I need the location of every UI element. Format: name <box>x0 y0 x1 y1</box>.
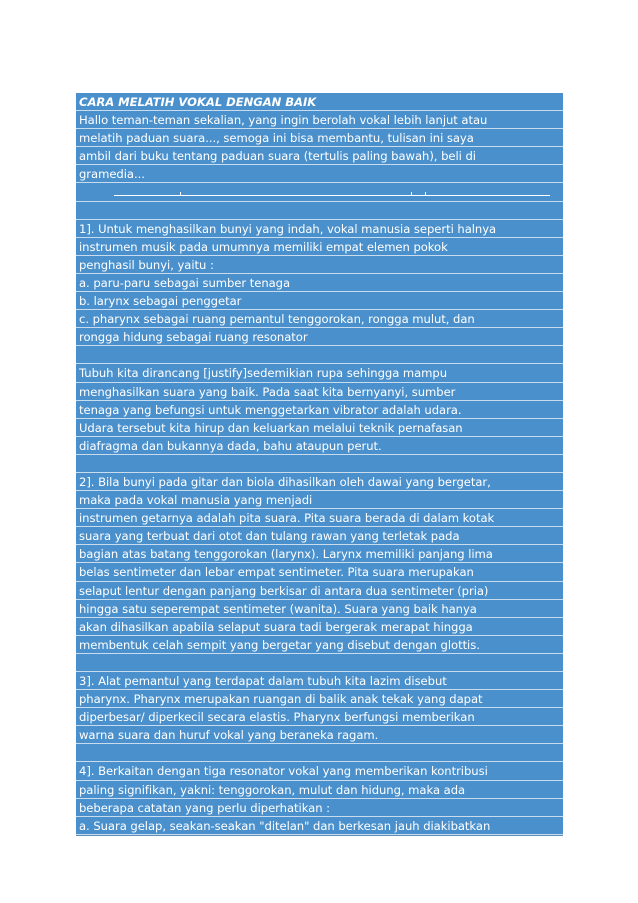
separator-rule <box>76 183 563 201</box>
text-line: bagian atas batang tenggorokan (larynx). Larynx memiliki panjang lima <box>76 545 563 563</box>
text-line: 3]. Alat pemantul yang terdapat dalam tubuh kita lazim disebut <box>76 672 563 690</box>
separator-tick <box>411 192 412 196</box>
text-line: Hallo teman-teman sekalian, yang ingin berolah vokal lebih lanjut atau <box>76 111 563 129</box>
blank-row <box>76 202 563 220</box>
text-line: membentuk celah sempit yang bergetar yang disebut dengan glottis. <box>76 636 563 654</box>
text-line: a. paru-paru sebagai sumber tenaga <box>76 274 563 292</box>
document-title: CARA MELATIH VOKAL DENGAN BAIK <box>76 93 563 111</box>
text-line: 1]. Untuk menghasilkan bunyi yang indah, vokal manusia seperti halnya <box>76 220 563 238</box>
text-line: b. larynx sebagai penggetar <box>76 292 563 310</box>
text-line: a. Suara gelap, seakan-seakan "ditelan" dan berkesan jauh diakibatkan <box>76 817 563 835</box>
text-line: 4]. Berkaitan dengan tiga resonator vokal yang memberikan kontribusi <box>76 762 563 780</box>
text-line: warna suara dan huruf vokal yang beraneka ragam. <box>76 726 563 744</box>
text-line: instrumen musik pada umumnya memiliki empat elemen pokok <box>76 238 563 256</box>
text-line: diafragma dan bukannya dada, bahu ataupun perut. <box>76 437 563 455</box>
text-line: Tubuh kita dirancang [justify]sedemikian rupa sehingga mampu <box>76 364 563 382</box>
blank-row <box>76 744 563 762</box>
separator-tick <box>180 192 181 196</box>
blank-row <box>76 455 563 473</box>
text-line: diperbesar/ diperkecil secara elastis. Pharynx berfungsi memberikan <box>76 708 563 726</box>
blank-row <box>76 654 563 672</box>
separator-tick <box>425 192 426 196</box>
text-line: belas sentimeter dan lebar empat sentimeter. Pita suara merupakan <box>76 563 563 581</box>
text-line: c. pharynx sebagai ruang pemantul tenggorokan, rongga mulut, dan <box>76 310 563 328</box>
text-line: Udara tersebut kita hirup dan keluarkan melalui teknik pernafasan <box>76 419 563 437</box>
document-sheet <box>76 93 563 836</box>
text-line: selaput lentur dengan panjang berkisar di antara dua sentimeter (pria) <box>76 582 563 600</box>
text-line: ambil dari buku tentang paduan suara (tertulis paling bawah), beli di <box>76 147 563 165</box>
text-line: hingga satu seperempat sentimeter (wanita). Suara yang baik hanya <box>76 600 563 618</box>
text-line: akan dihasilkan apabila selaput suara tadi bergerak merapat hingga <box>76 618 563 636</box>
text-line: 2]. Bila bunyi pada gitar dan biola dihasilkan oleh dawai yang bergetar, <box>76 473 563 491</box>
text-line: pharynx. Pharynx merupakan ruangan di balik anak tekak yang dapat <box>76 690 563 708</box>
blank-row <box>76 346 563 364</box>
text-line: menghasilkan suara yang baik. Pada saat kita bernyanyi, sumber <box>76 383 563 401</box>
text-line: rongga hidung sebagai ruang resonator <box>76 328 563 346</box>
text-line: instrumen getarnya adalah pita suara. Pita suara berada di dalam kotak <box>76 509 563 527</box>
text-line: tenaga yang befungsi untuk menggetarkan vibrator adalah udara. <box>76 401 563 419</box>
text-line: maka pada vokal manusia yang menjadi <box>76 491 563 509</box>
text-line: paling signifikan, yakni: tenggorokan, mulut dan hidung, maka ada <box>76 781 563 799</box>
text-line: gramedia... <box>76 165 563 183</box>
text-line: beberapa catatan yang perlu diperhatikan : <box>76 799 563 817</box>
text-line: suara yang terbuat dari otot dan tulang rawan yang terletak pada <box>76 527 563 545</box>
text-line: melatih paduan suara..., semoga ini bisa membantu, tulisan ini saya <box>76 129 563 147</box>
text-line: penghasil bunyi, yaitu : <box>76 256 563 274</box>
